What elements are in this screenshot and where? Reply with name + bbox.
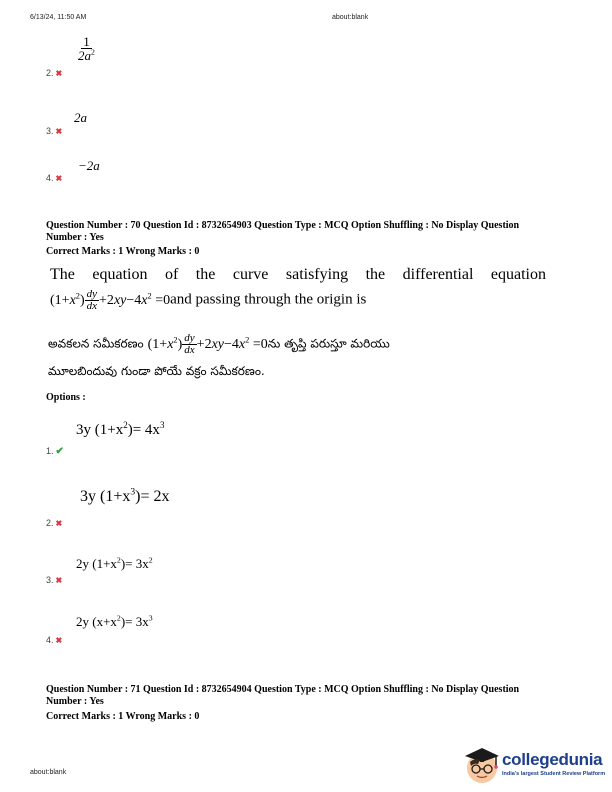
fraction-numerator: 1 [83, 34, 90, 49]
collegedunia-logo [462, 744, 608, 788]
fraction-denominator-exponent: 2 [91, 47, 95, 57]
option-1-fraction [76, 35, 97, 62]
logo-tagline: India's largest Student Review Platform [502, 771, 606, 777]
question-70-english-line1: The equation of the curve satisfying the differential equation [50, 266, 546, 283]
correct-check-icon: ✔ [55, 446, 64, 457]
fraction-denominator: 2a [78, 48, 91, 63]
logo-name: collegedunia [502, 750, 603, 769]
wrong-mark-icon: ✖ [55, 127, 63, 136]
footer-url: about:blank [30, 769, 67, 776]
question-70-telugu-line2: మూలబిందువు గుండా పోయే వక్రం సమీకరణం. [48, 364, 265, 378]
prev-option-3-number: 3. ✖ [46, 126, 63, 136]
wrong-mark-icon: ✖ [55, 636, 63, 645]
wrong-mark-icon: ✖ [55, 69, 63, 78]
option-3-text: 2y $(1+x^2)= 3x^2$ [76, 555, 153, 571]
wrong-mark-icon: ✖ [55, 576, 63, 585]
wrong-mark-icon: ✖ [55, 174, 63, 183]
prev-option-3-text: 2a [74, 110, 87, 125]
prev-option-2-number: 2. ✖ [46, 68, 63, 78]
differential-equation: $(1+x^2)$ $\frac{dy}{dx}$ $+2xy-4x^2 =0$ [50, 288, 171, 312]
option-4-number: 4. ✖ [46, 635, 63, 645]
option-2-number: 2. ✖ [46, 518, 63, 528]
option-1-text: 3y $(1+x^2)= 4x^3$ [76, 420, 165, 438]
question-70-meta: Question Number : 70 Question Id : 8732654903 Question Type : MCQ Option Shuffling : No Display Question Number : Yes [46, 220, 520, 243]
question-70-english-line2: $(1+x^2)$ $\frac{dy}{dx}$ $+2xy-4x^2 =0and$ passing through the origin is [50, 288, 367, 312]
print-url: about:blank [332, 14, 369, 21]
option-3-number: 3. ✖ [46, 575, 63, 585]
option-2-text: 3y $(1+x^3)= 2x$ [80, 486, 170, 505]
prev-option-4-number: 4. ✖ [46, 173, 63, 183]
option-4-text: 2y $(x+x^2)= 3x^3$ [76, 613, 153, 629]
options-label: Options : [46, 392, 86, 403]
option-1-number: 1. ✔ [46, 446, 64, 457]
wrong-mark-icon: ✖ [55, 519, 63, 528]
question-71-marks: Correct Marks : 1 Wrong Marks : 0 [46, 711, 200, 722]
print-datetime: 6/13/24, 11:50 AM [30, 14, 87, 21]
differential-equation: $(1+x^2)$ $\frac{dy}{dx}$ $+2xy-4x^2 =0$ [147, 332, 268, 356]
question-70-telugu-line1: అవకలన సమీకరణం $(1+x^2)$ $\frac{dy}{dx}$ $+2xy-4x^2$ =0ను తృప్తి పరుస్తూ మరియు [48, 332, 390, 356]
question-71-meta: Question Number : 71 Question Id : 8732654904 Question Type : MCQ Option Shuffling : No Display Question Number : Yes [46, 684, 520, 707]
prev-option-4-text: −2a [78, 158, 100, 173]
mascot-icon [462, 744, 502, 786]
question-70-marks: Correct Marks : 1 Wrong Marks : 0 [46, 246, 200, 257]
